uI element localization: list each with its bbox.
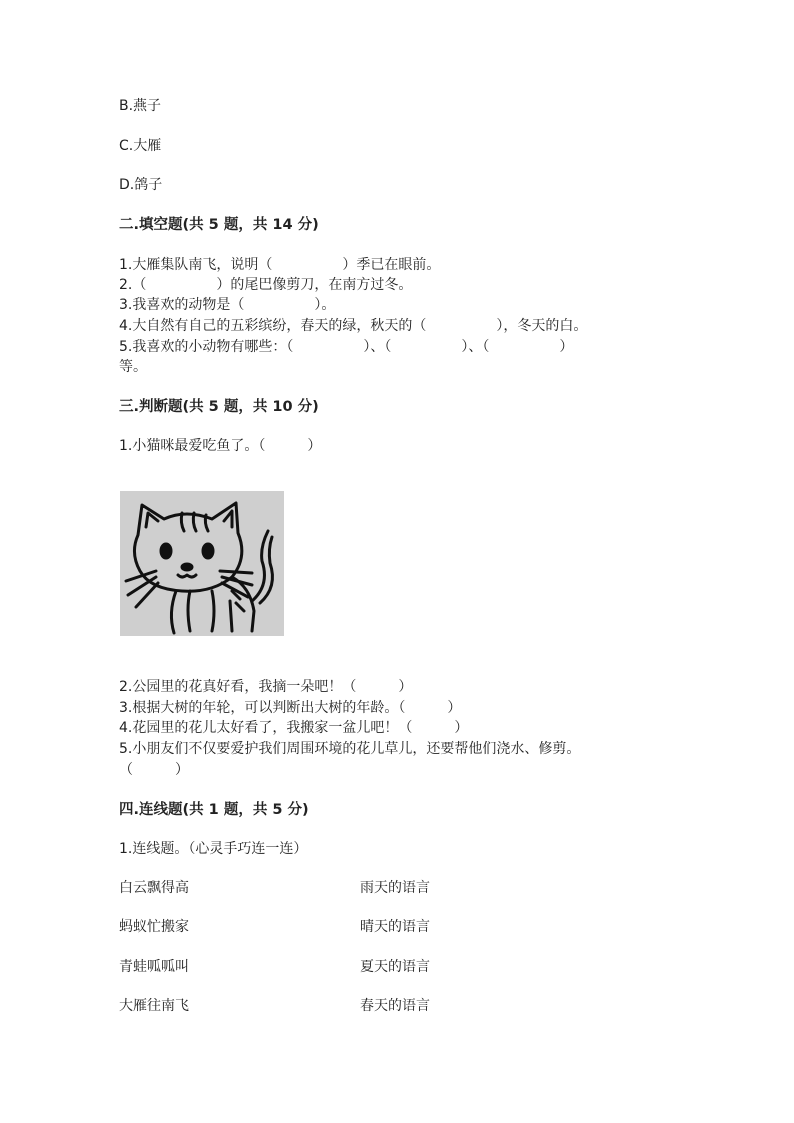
fill-q1: 1.大雁集队南飞，说明（ ）季已在眼前。 [119, 257, 441, 273]
option-b: B.燕子 [119, 98, 162, 114]
match-left-item: 青蛙呱呱叫 [119, 959, 189, 975]
fill-q2: 2.（ ）的尾巴像剪刀，在南方过冬。 [119, 277, 413, 293]
judge-q5-continued: （ ） [119, 762, 189, 778]
section4-heading: 四.连线题(共 1 题，共 5 分) [119, 802, 309, 818]
match-left-item: 大雁往南飞 [119, 998, 189, 1014]
match-q1: 1.连线题。（心灵手巧连一连） [119, 841, 308, 857]
judge-q4: 4.花园里的花儿太好看了，我搬家一盆儿吧！（ ） [119, 720, 469, 736]
cat-drawing-image [120, 491, 284, 636]
fill-q5-continued: 等。 [119, 359, 147, 375]
fill-q4: 4.大自然有自己的五彩缤纷，春天的绿，秋天的（ ），冬天的白。 [119, 318, 588, 334]
match-left-item: 白云飘得高 [119, 880, 189, 896]
fill-q3: 3.我喜欢的动物是（ ）。 [119, 297, 336, 313]
match-left-item: 蚂蚁忙搬家 [119, 919, 189, 935]
judge-q3: 3.根据大树的年轮，可以判断出大树的年龄。（ ） [119, 700, 462, 716]
judge-q1: 1.小猫咪最爱吃鱼了。（ ） [119, 438, 322, 454]
section2-heading: 二.填空题(共 5 题，共 14 分) [119, 217, 319, 233]
judge-q5: 5.小朋友们不仅要爱护我们周围环境的花儿草儿，还要帮他们浇水、修剪。 [119, 741, 581, 757]
option-d: D.鸽子 [119, 177, 163, 193]
cat-drawing [120, 491, 284, 636]
match-right-item: 夏天的语言 [360, 959, 430, 975]
judge-q2: 2.公园里的花真好看，我摘一朵吧！（ ） [119, 679, 413, 695]
fill-q5: 5.我喜欢的小动物有哪些：（ ）、（ ）、（ ） [119, 339, 574, 355]
section3-heading: 三.判断题(共 5 题，共 10 分) [119, 399, 319, 415]
option-c: C.大雁 [119, 138, 162, 154]
match-right-item: 雨天的语言 [360, 880, 430, 896]
match-right-item: 晴天的语言 [360, 919, 430, 935]
match-right-item: 春天的语言 [360, 998, 430, 1014]
